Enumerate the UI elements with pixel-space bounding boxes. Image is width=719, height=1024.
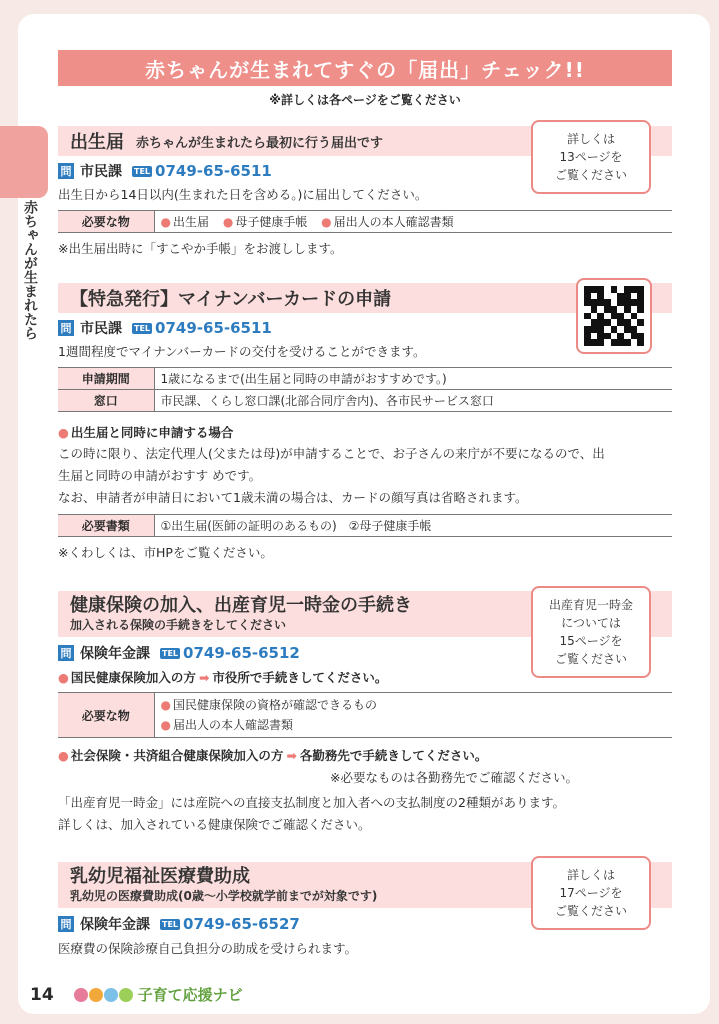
page-number: 14 <box>30 984 54 1005</box>
section-note: ※必要なものは各勤務先でご確認ください。 <box>330 770 578 785</box>
inquiry-icon: 問 <box>58 163 74 179</box>
department: 保険年金課 <box>80 917 150 933</box>
insurance-items-table: 必要な物 ● 国民健康保険の資格が確認できるもの ● 届出人の本人確認書類 <box>58 692 672 738</box>
national-insurance-line: ● 国民健康保険加入の方 ➡ 市役所で手続きしてください。 <box>58 670 388 685</box>
section-note: ※出生届出時に「すこやか手帳」をお渡しします。 <box>58 241 343 256</box>
inquiry-icon: 問 <box>58 645 74 661</box>
required-documents-table: 必要書類 ①出生届(医師の証明のあるもの) ②母子健康手帳 <box>58 514 672 537</box>
application-table: 申請期間 1歳になるまで(出生届と同時の申請がおすすめです。) 窓口 市民課、くらし窓口課(北部合同庁舎内)、各市民サービス窓口 <box>58 367 672 412</box>
section-note: ※くわしくは、市HPをご覧ください。 <box>58 545 273 560</box>
section-paragraph: 「出産育児一時金」には産院への直接支払制度と加入者への支払制度の2種類があります。 <box>58 795 565 810</box>
logo-dot <box>89 988 103 1002</box>
callout-page-13: 詳しくは 13ページを ご覧ください <box>531 120 651 194</box>
callout-page-17: 詳しくは 17ページを ご覧ください <box>531 856 651 930</box>
section-paragraph: なお、申請者が申請日において1歳未満の場合は、カードの顔写真は省略されます。 <box>58 490 528 505</box>
brand-name: 子育て応援ナビ <box>137 986 243 1004</box>
section-text: 出生日から14日以内(生まれた日を含める。)に届出してください。 <box>58 187 428 202</box>
section-paragraph: 詳しくは、加入されている健康保険でご確認ください。 <box>58 817 371 832</box>
contact-info <box>58 914 300 934</box>
table-head: 必要な物 <box>58 211 154 233</box>
section-title: 【特急発行】マイナンバーカードの申請 <box>70 289 392 310</box>
qr-code-image <box>584 286 644 346</box>
phone-number[interactable]: 0749-65-6527 <box>183 915 300 933</box>
tel-icon: TEL <box>162 919 179 929</box>
social-insurance-line: ● 社会保険・共済組合健康保険加入の方 ➡ 各勤務先で手続きしてください。 <box>58 748 488 763</box>
page-subtitle: ※詳しくは各ページをご覧ください <box>269 93 461 107</box>
section-paragraph: 生届と同時の申請がおすす めです。 <box>58 468 262 483</box>
contact-info <box>58 318 272 338</box>
tel-icon: TEL <box>134 166 151 176</box>
inquiry-icon: 問 <box>58 320 74 336</box>
table-cell: ● 出生届 ● 母子健康手帳 ● 届出人の本人確認書類 <box>154 211 672 233</box>
logo-dot <box>104 988 118 1002</box>
section-subtitle: 加入される保険の手続きをしてください <box>70 618 287 632</box>
required-items-table <box>58 210 672 233</box>
department: 市民課 <box>80 164 122 180</box>
phone-number[interactable]: 0749-65-6511 <box>155 162 272 180</box>
contact-info <box>58 161 272 181</box>
section-text: 1週間程度でマイナンバーカードの交付を受けることができます。 <box>58 344 426 359</box>
phone-number[interactable]: 0749-65-6512 <box>183 644 300 662</box>
contact-info <box>58 643 300 663</box>
inquiry-icon: 問 <box>58 916 74 932</box>
tel-icon: TEL <box>134 323 151 333</box>
section-subtitle: 赤ちゃんが生まれたら最初に行う届出です <box>136 135 384 151</box>
section-subtitle: 乳幼児の医療費助成(0歳～小学校就学前までが対象です) <box>70 889 378 903</box>
brand-logo-icon <box>74 988 134 1002</box>
side-tab <box>0 126 48 198</box>
phone-number[interactable]: 0749-65-6511 <box>155 319 272 337</box>
subheading: ● 出生届と同時に申請する場合 <box>58 425 234 440</box>
department: 保険年金課 <box>80 646 150 662</box>
section-title: 健康保険の加入、出産育児一時金の手続き <box>70 595 412 616</box>
callout-page-15: 出産育児一時金 については 15ページを ご覧ください <box>531 586 651 678</box>
logo-dot <box>119 988 133 1002</box>
section-title: 乳幼児福祉医療費助成 <box>70 866 250 887</box>
department: 市民課 <box>80 321 122 337</box>
side-label: 赤ちゃんが生まれたら <box>22 200 38 340</box>
section-text: 医療費の保険診療自己負担分の助成を受けられます。 <box>58 941 358 956</box>
tel-icon: TEL <box>162 648 179 658</box>
section-paragraph: この時に限り、法定代理人(父または母)が申請することで、お子さんの来庁が不要になるので、出 <box>58 446 605 461</box>
section-title: 出生届 <box>70 132 124 153</box>
logo-dot <box>74 988 88 1002</box>
page-title: 赤ちゃんが生まれてすぐの「届出」チェック!! <box>58 50 672 86</box>
footer <box>30 984 243 1005</box>
